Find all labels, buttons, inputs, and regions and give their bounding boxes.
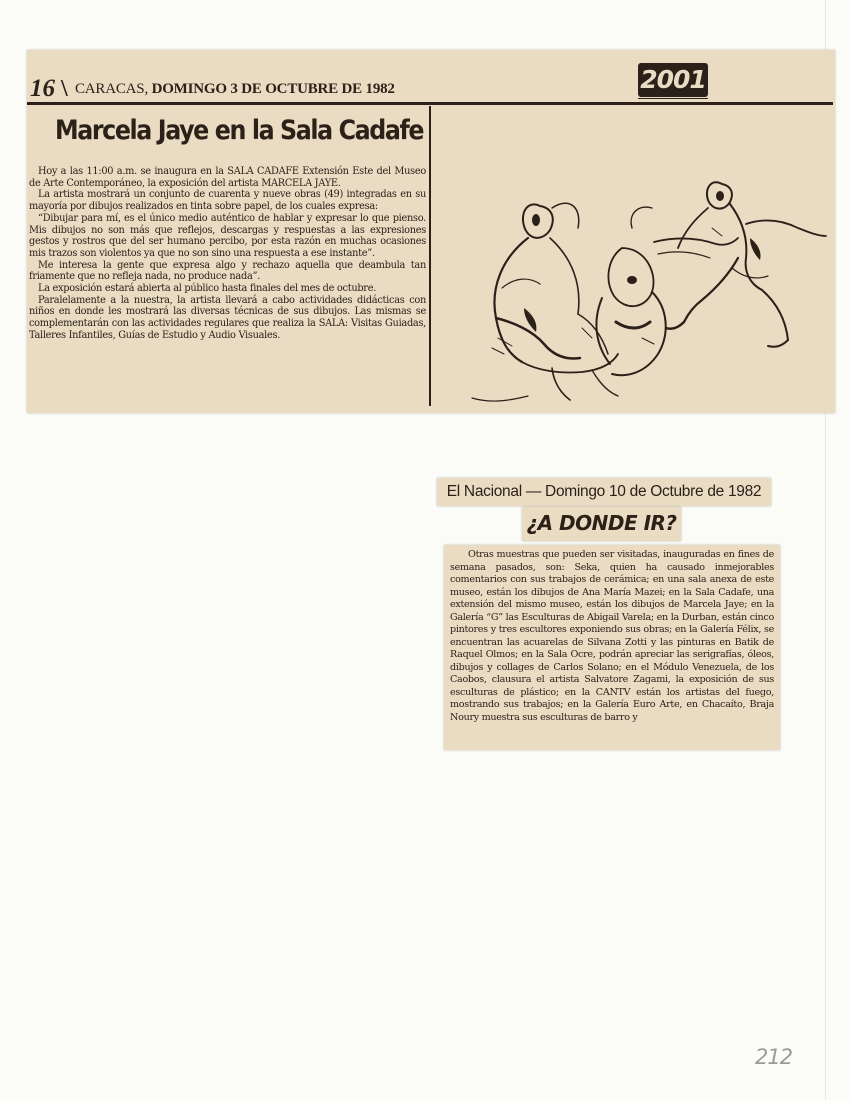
- article-headline: ¿A DONDE IR?: [526, 511, 677, 535]
- clipping-header: [27, 65, 833, 105]
- article-body: [450, 549, 774, 724]
- article-paragraph: La artista mostrará un conjunto de cuarenta y nueve obras (49) integradas en su mayoría por dibujos realizados en tinta sobre papel, de los cuales expresa:: [29, 189, 426, 213]
- article-paragraph: Me interesa la gente que expresa algo y rechazo aquella que deambula tan friamente que no refleja nada, no produce nada”.: [29, 259, 426, 283]
- newspaper-dateline: El Nacional — Domingo 10 de Octubre de 1982: [446, 483, 762, 500]
- article-paragraph: Paralelamente a la nuestra, la artista llevará a cabo actividades didácticas con niños en donde les mostrará las diversas técnicas de sus dibujos. Las mismas se complementarán con las actividades regulares que realiza la SALA: Visitas Guiadas, Talleres Infantiles, Guías de Estudio y Audio Visuales.: [29, 294, 426, 341]
- article-paragraph: “Dibujar para mí, es el único medio auténtico de hablar y expresar lo que pienso. Mis dibujos no son más que reflejos, descargas y respuestas a las expresiones gestos y rostros que del ser humano percibo, por esta razón en muchas ocasiones mis trazos son violentos ya que no son sino una respuesta a ese instante”.: [29, 212, 426, 259]
- newspaper-dateline: CARACAS, DOMINGO 3 DE OCTUBRE DE 1982: [75, 81, 395, 97]
- article-paragraph: Hoy a las 11:00 a.m. se inaugura en la SALA CADAFE Extensión Este del Museo de Arte Contemporáneo, la exposición del artista MARCELA JAYE.: [29, 166, 426, 189]
- clipping-article-body: [444, 545, 780, 750]
- newspaper-clipping-sala-cadafe: [27, 50, 835, 413]
- logo-underline: [638, 98, 708, 103]
- article-paragraph: La exposición estará abierta al público hasta finales del mes de octubre.: [38, 283, 377, 295]
- article-paragraph: Otras muestras que pueden ser visitadas, inauguradas en fines de semana pasados, son: Seka, quien ha causado inmejorables comentarios con sus trabajos de cerámica; en una sala anexa de este museo, están los dibujos de Ana María Mazei; en la Sala Cadafe, una extensión del mismo museo, están los dibujos de Marcela Jaye; en la Galería “G” las Esculturas de Abigail Varela; en la Durban, están cinco pintores y tres escultores exponiendo sus obras; en la Galería Félix, se encuentran las acuarelas de Silvana Zotti y las pinturas en Batik de Raquel Olmos; en la Sala Ocre, podrán apreciar las serigrafías, óleos, dibujos y collages de Carlos Solano; en el Módulo Venezuela, de los Caobos, clausura el artista Salvatore Zagami, la exposición de sus esculturas de plástico; en la CANTV están los artistas del fuego, mostrando sus trabajos; en la Galería Euro Arte, en Chacaíto, Braja Noury muestra sus esculturas de barro y: [450, 549, 774, 723]
- newspaper-2001-logo: 2001: [638, 63, 708, 97]
- newspaper-page-number: 16: [30, 75, 55, 102]
- clipping-dateline-strip: [437, 478, 771, 506]
- article-headline: Marcela Jaye en la Sala Cadafe: [55, 115, 424, 146]
- header-slash: \: [61, 76, 68, 102]
- column-divider: [429, 106, 431, 406]
- article-body: [29, 166, 426, 342]
- handwritten-page-number: 212: [755, 1045, 793, 1069]
- clipping-headline-strip: [522, 507, 681, 541]
- ink-drawing-figures-illustration: [432, 108, 832, 408]
